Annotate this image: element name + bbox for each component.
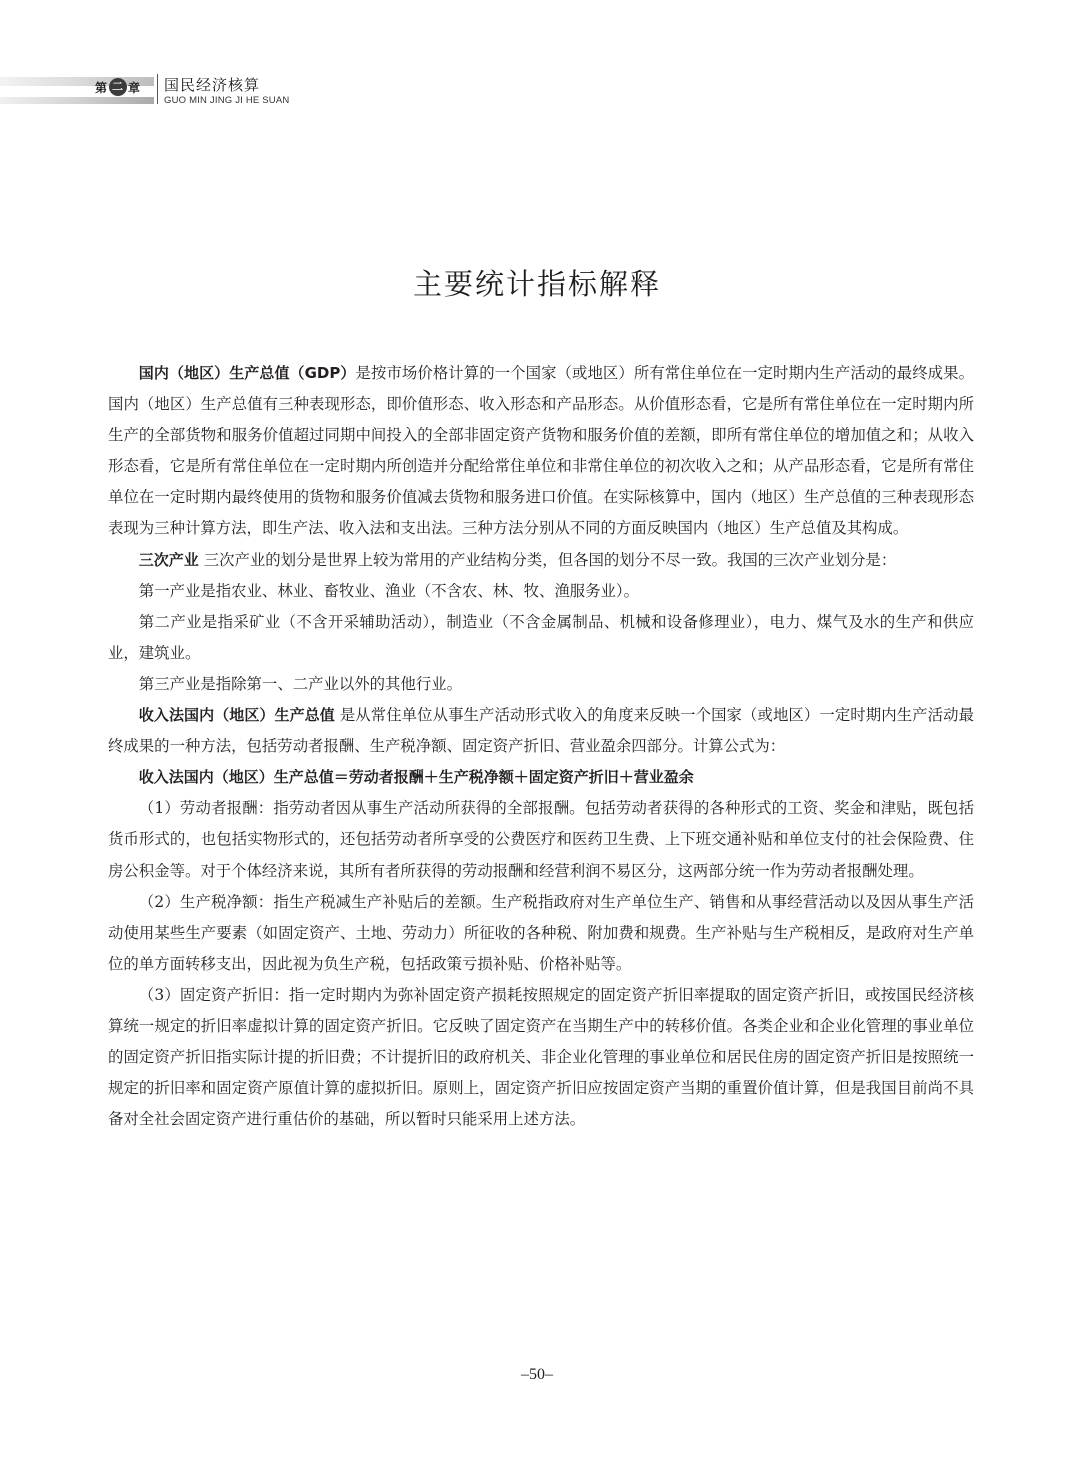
chapter-badge xyxy=(90,77,146,97)
header-subtitle: GUO MIN JING JI HE SUAN xyxy=(164,95,290,106)
paragraph-text: 是从常住单位从事生产活动形式收入的角度来反映一个国家（或地区）一定时期内生产活动最终成果的一种方法，包括劳动者报酬、生产税净额、固定资产折旧、营业盈余四部分。计算公式为： xyxy=(108,706,974,756)
paragraph-text: 第二产业是指采矿业（不含开采辅助活动），制造业（不含金属制品、机械和设备修理业），电力、煤气及水的生产和供应业，建筑业。 xyxy=(108,612,974,662)
paragraph-primary-industry xyxy=(108,576,974,607)
chapter-number: 二 xyxy=(109,78,127,96)
paragraph-gdp xyxy=(108,358,974,545)
term-three-industries: 三次产业 xyxy=(138,550,199,569)
paragraph-net-production-tax xyxy=(108,887,974,980)
paragraph-labor-compensation xyxy=(108,793,974,886)
body-text xyxy=(108,358,974,1135)
header-title: 国民经济核算 xyxy=(164,76,261,94)
paragraph-three-industries xyxy=(108,545,974,576)
paragraph-text: （2）生产税净额：指生产税减生产补贴后的差额。生产税指政府对生产单位生产、销售和从事经营活动以及因从事生产活动使用某些生产要素（如固定资产、土地、劳动力）所征收的各种税、附加费和规费。生产补贴与生产税相反，是政府对生产单位的单方面转移支出，因此视为负生产税，包括政策亏损补贴、价格补贴等。 xyxy=(108,892,974,973)
paragraph-text: 第一产业是指农业、林业、畜牧业、渔业（不含农、林、牧、渔服务业）。 xyxy=(138,581,639,600)
term-income-approach: 收入法国内（地区）生产总值 xyxy=(138,706,335,725)
paragraph-tertiary-industry xyxy=(108,669,974,700)
formula-income-approach xyxy=(108,762,974,793)
paragraph-text: 是按市场价格计算的一个国家（或地区）所有常住单位在一定时期内生产活动的最终成果。国内（地区）生产总值有三种表现形态，即价值形态、收入形态和产品形态。从价值形态看，它是所有常住单位在一定时期内所生产的全部货物和服务价值超过同期中间投入的全部非固定资产货物和服务价值的差额，即所有常住单位的增加值之和；从收入形态看，它是所有常住单位在一定时期内所创造并分配给常住单位和非常住单位的初次收入之和；从产品形态看，它是所有常住单位在一定时期内最终使用的货物和服务价值减去货物和服务进口价值。在实际核算中，国内（地区）生产总值的三种表现形态表现为三种计算方法，即生产法、收入法和支出法。三种方法分别从不同的方面反映国内（地区）生产总值及其构成。 xyxy=(108,364,974,538)
paragraph-income-approach xyxy=(108,700,974,762)
paragraph-text: （3）固定资产折旧：指一定时期内为弥补固定资产损耗按照规定的固定资产折旧率提取的固定资产折旧，或按国民经济核算统一规定的折旧率虚拟计算的固定资产折旧。它反映了固定资产在当期生产中的转移价值。各类企业和企业化管理的事业单位的固定资产折旧指实际计提的折旧费；不计提折旧的政府机关、非企业化管理的事业单位和居民住房的固定资产折旧是按照统一规定的折旧率和固定资产原值计算的虚拟折旧。原则上，固定资产折旧应按固定资产当期的重置价值计算，但是我国目前尚不具备对全社会固定资产进行重估价的基础，所以暂时只能采用上述方法。 xyxy=(108,985,974,1129)
chapter-prefix: 第 xyxy=(94,80,108,95)
term-gdp: 国内（地区）生产总值（GDP） xyxy=(138,364,356,382)
formula-text: 收入法国内（地区）生产总值＝劳动者报酬＋生产税净额＋固定资产折旧＋营业盈余 xyxy=(138,768,694,787)
paragraph-text: 三次产业的划分是世界上较为常用的产业结构分类，但各国的划分不尽一致。我国的三次产业划分是： xyxy=(198,550,897,569)
paragraph-secondary-industry xyxy=(108,607,974,669)
header-underline-decoration xyxy=(0,97,154,104)
header-divider xyxy=(157,74,158,104)
paragraph-text: （1）劳动者报酬：指劳动者因从事生产活动所获得的全部报酬。包括劳动者获得的各种形式的工资、奖金和津贴，既包括货币形式的，也包括实物形式的，还包括劳动者所享受的公费医疗和医药卫生费、上下班交通补贴和单位支付的社会保险费、住房公积金等。对于个体经济来说，其所有者所获得的劳动报酬和经营利润不易区分，这两部分统一作为劳动者报酬处理。 xyxy=(108,799,974,880)
page-number: –50– xyxy=(521,1366,553,1383)
chapter-suffix: 章 xyxy=(128,80,142,95)
page-title: 主要统计指标解释 xyxy=(412,267,661,301)
running-header xyxy=(0,68,400,112)
paragraph-text: 第三产业是指除第一、二产业以外的其他行业。 xyxy=(138,674,463,693)
paragraph-fixed-asset-depreciation xyxy=(108,980,974,1135)
